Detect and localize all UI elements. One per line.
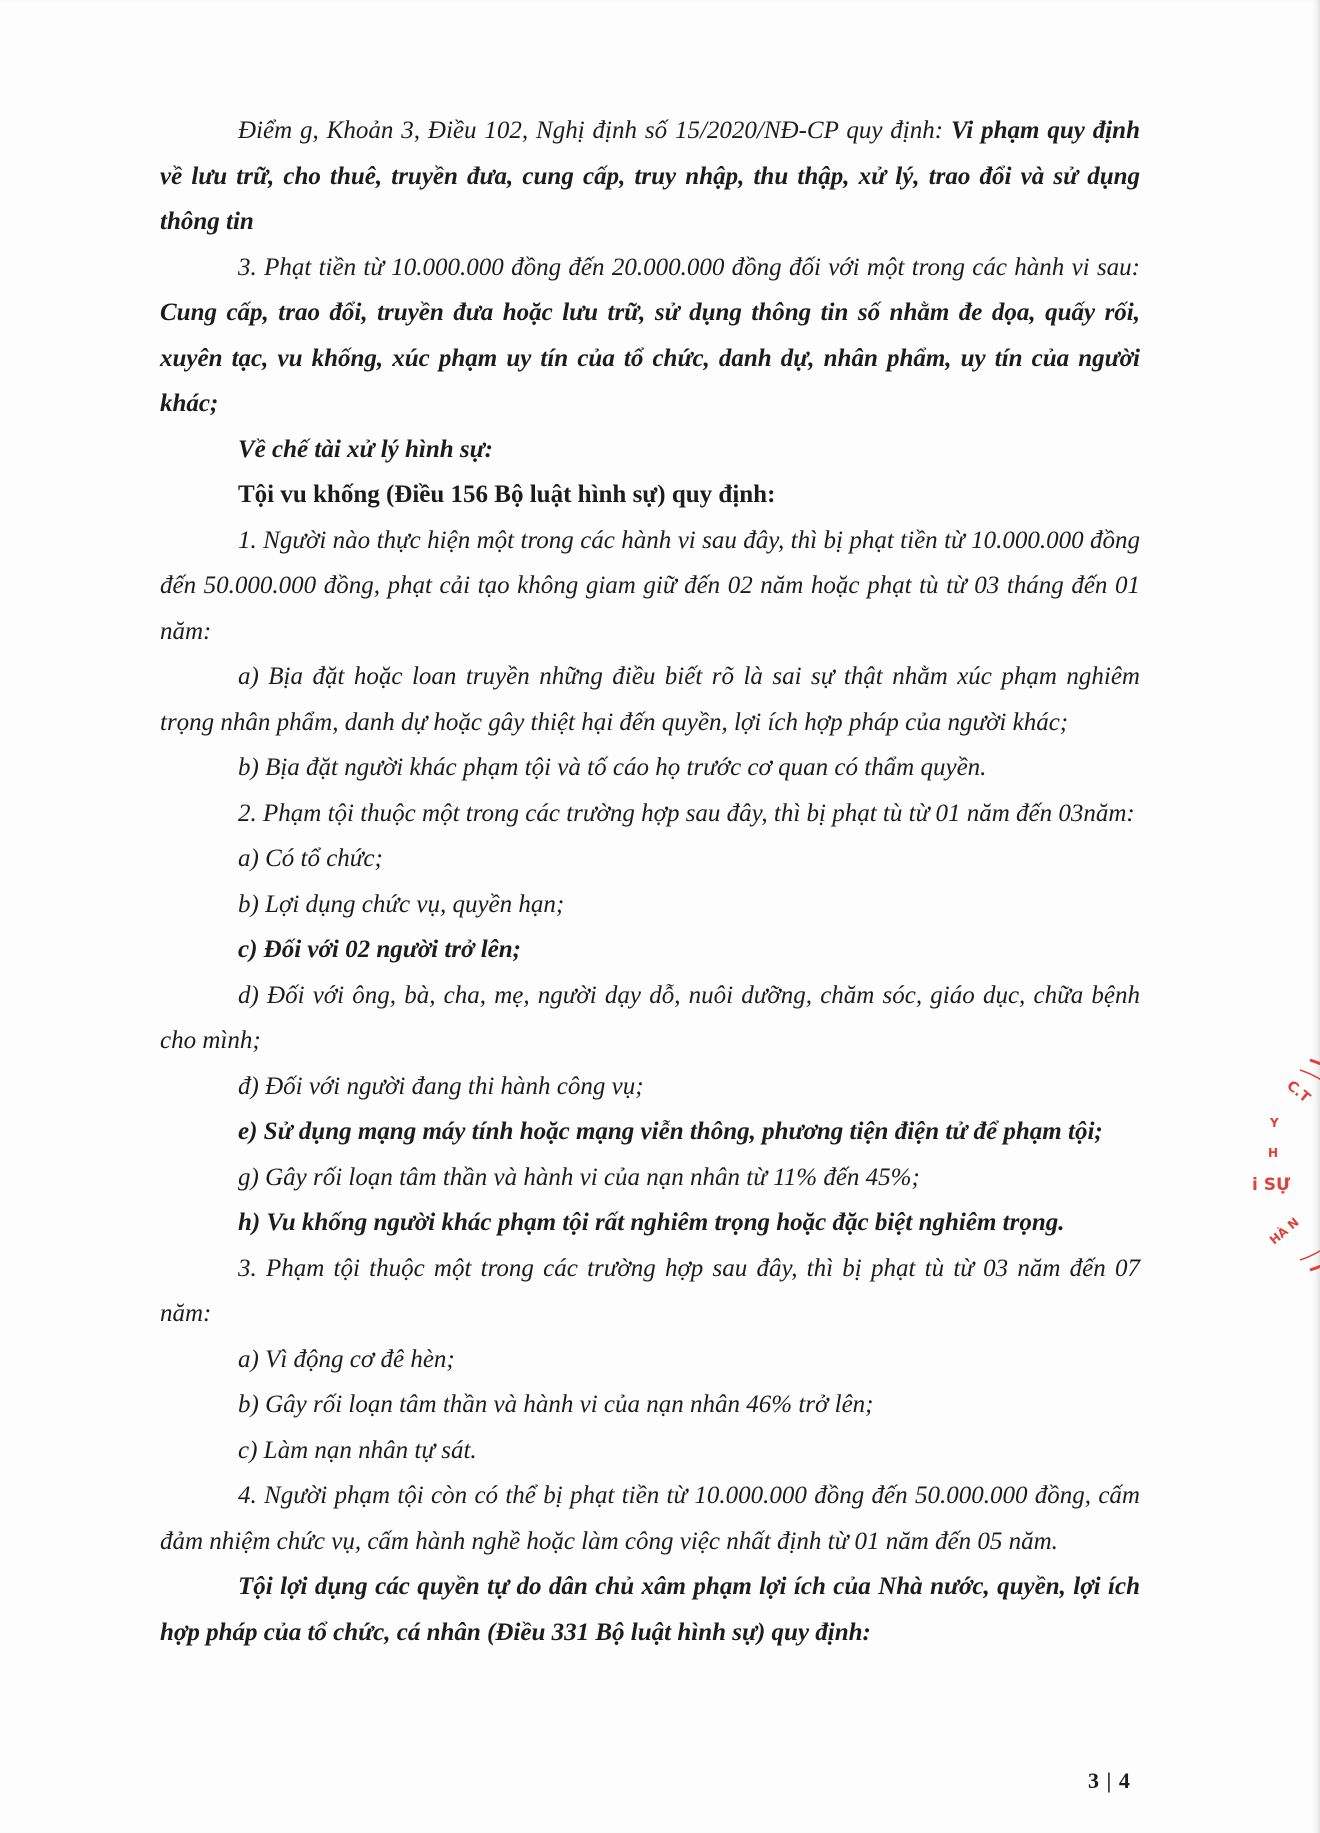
clause-3a: a) Vì động cơ đê hèn;: [238, 1345, 455, 1373]
svg-text:H: H: [1268, 1146, 1279, 1160]
clause-1a: a) Bịa đặt hoặc loan truyền những điều biết rõ là sai sự thật nhằm xúc phạm nghiêm trọng nhân phẩm, danh dự hoặc gây thiệt hại đến quyền, lợi ích hợp pháp của người khác;: [160, 663, 1140, 736]
clause-4: 4. Người phạm tội còn có thể bị phạt tiền từ 10.000.000 đồng đến 50.000.000 đồng, cấm đảm nhiệm chức vụ, cấm hành nghề hoặc làm công việc nhất định từ 01 năm đến 05 năm.: [160, 1482, 1140, 1555]
clause-2g: g) Gây rối loạn tâm thần và hành vi của nạn nhân từ 11% đến 45%;: [238, 1163, 920, 1191]
document-body: [160, 108, 1140, 1655]
clause-1: 1. Người nào thực hiện một trong các hành vi sau đây, thì bị phạt tiền từ 10.000.000 đồng đến 50.000.000 đồng, phạt cải tạo không giam giữ đến 02 năm hoặc phạt tù từ 03 tháng đến 01 năm:: [160, 526, 1140, 645]
clause-3: 3. Phạm tội thuộc một trong các trường hợp sau đây, thì bị phạt tù từ 03 năm đến 07 năm:: [160, 1254, 1140, 1327]
clause-2e: e) Sử dụng mạng máy tính hoặc mạng viễn thông, phương tiện điện tử để phạm tội;: [238, 1118, 1103, 1145]
svg-text:i SỰ: i SỰ: [1252, 1175, 1291, 1195]
svg-text:HÀ N: HÀ N: [1266, 1215, 1302, 1248]
clause-2: 2. Phạm tội thuộc một trong các trường hợp sau đây, thì bị phạt tù từ 01 năm đến 03năm:: [238, 799, 1135, 827]
clause-2b: b) Lợi dụng chức vụ, quyền hạn;: [238, 890, 565, 918]
clause-2a: a) Có tổ chức;: [238, 845, 383, 872]
heading-criminal-sanctions: Về chế tài xử lý hình sự:: [238, 435, 493, 463]
svg-text:C.T: C.T: [1283, 1077, 1313, 1107]
page-number: 3 | 4: [1088, 1768, 1131, 1793]
paragraph-decree-reference: Điểm g, Khoản 3, Điều 102, Nghị định số 15/2020/NĐ-CP quy định: Vi phạm quy định về lưu trữ, cho thuê, truyền đưa, cung cấp, truy nhập, thu thập, xử lý, trao đổi và sử dụng thông tin: [160, 117, 1140, 235]
svg-text:Y: Y: [1270, 1116, 1279, 1130]
clause-2dd: đ) Đối với người đang thi hành công vụ;: [238, 1072, 644, 1100]
clause-3c: c) Làm nạn nhân tự sát.: [238, 1436, 477, 1464]
seal-stamp-icon: [1240, 1045, 1320, 1285]
heading-article-156: Tội vu khống (Điều 156 Bộ luật hình sự) quy định:: [238, 481, 776, 508]
clause-2c: c) Đối với 02 người trở lên;: [238, 936, 521, 963]
clause-3b: b) Gây rối loạn tâm thần và hành vi của nạn nhân 46% trở lên;: [238, 1391, 874, 1418]
clause-1b: b) Bịa đặt người khác phạm tội và tố cáo họ trước cơ quan có thẩm quyền.: [238, 754, 987, 781]
clause-2h: h) Vu khống người khác phạm tội rất nghiêm trọng hoặc đặc biệt nghiêm trọng.: [238, 1209, 1065, 1236]
paragraph-fine-clause-3: 3. Phạt tiền từ 10.000.000 đồng đến 20.000.000 đồng đối với một trong các hành vi sau: Cung cấp, trao đổi, truyền đưa hoặc lưu trữ, sử dụng thông tin số nhằm đe dọa, quấy rối, xuyên tạc, vu khống, xúc phạm uy tín của tổ chức, danh dự, nhân phẩm, uy tín của người khác;: [160, 253, 1140, 417]
clause-2d: d) Đối với ông, bà, cha, mẹ, người dạy dỗ, nuôi dưỡng, chăm sóc, giáo dục, chữa bệnh cho mình;: [160, 981, 1140, 1054]
heading-article-331: Tội lợi dụng các quyền tự do dân chủ xâm phạm lợi ích của Nhà nước, quyền, lợi ích hợp pháp của tổ chức, cá nhân (Điều 331 Bộ luật hình sự) quy định:: [160, 1573, 1140, 1646]
